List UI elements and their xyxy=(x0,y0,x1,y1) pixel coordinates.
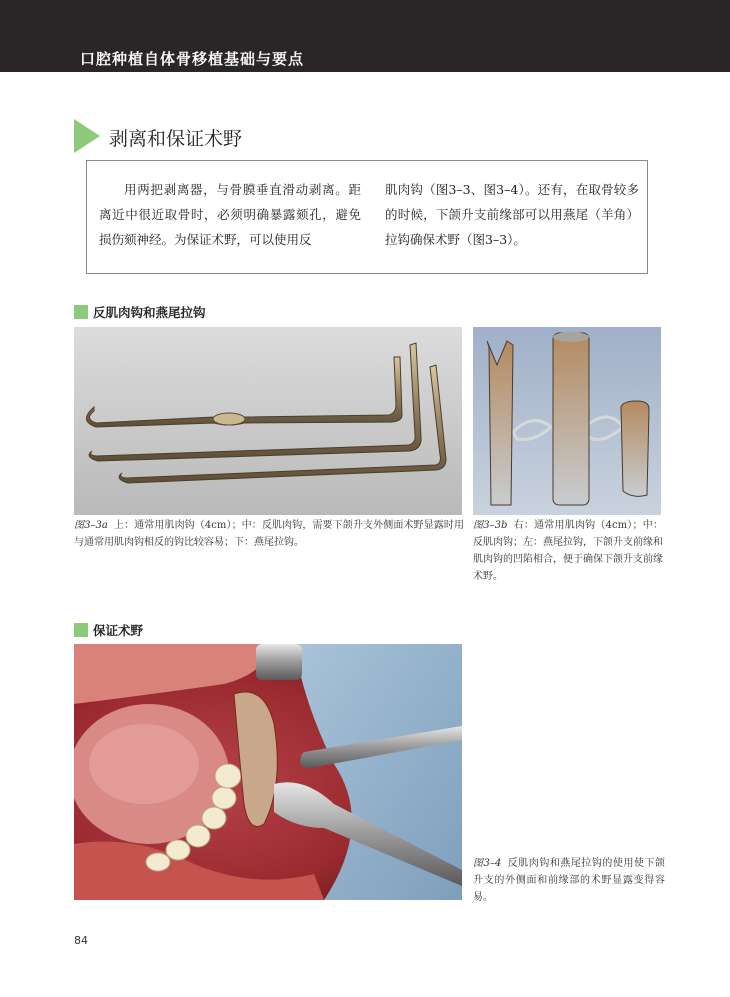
figure-label: 图3–3b xyxy=(473,520,508,531)
caption-fig4 xyxy=(473,855,665,906)
caption-text: 上：通常用肌肉钩（4cm）；中：反肌肉钩，需要下颌升支外侧面术野显露时用与通常用肌肉钩相反的钩比较容易；下：燕尾拉钩。 xyxy=(74,520,464,548)
caption-fig3b xyxy=(473,517,663,585)
caption-text: 右：通常用肌肉钩（4cm）；中：反肌肉钩；左：燕尾拉钩，下颌升支前缘和肌肉钩的凹陷相合，便于确保下颌升支前缘术野。 xyxy=(473,520,663,582)
body-text-box xyxy=(86,160,648,274)
book-title: 口腔种植自体骨移植基础与要点 xyxy=(80,50,305,68)
figure-label: 图3–4 xyxy=(473,858,502,869)
header-bar xyxy=(0,0,730,72)
caption-text: 反肌肉钩和燕尾拉钩的使用使下颌升支的外侧面和前缘部的术野显露变得容易。 xyxy=(473,858,665,903)
body-text-right: 肌肉钩（图3–3、图3–4）。还有，在取骨较多的时候，下颌升支前缘部可以用燕尾（羊角）拉钩确保术野（图3–3）。 xyxy=(385,182,639,247)
figure-label: 图3–3a xyxy=(74,520,108,531)
photo-retractors-front xyxy=(473,327,661,515)
subsection-heading-retractors xyxy=(74,304,206,320)
section-title: 剥离和保证术野 xyxy=(109,128,243,150)
green-square-icon xyxy=(74,305,88,319)
subsection-title: 反肌肉钩和燕尾拉钩 xyxy=(93,305,206,320)
green-square-icon xyxy=(74,623,88,637)
caption-fig3a xyxy=(74,517,464,551)
subsection-title: 保证术野 xyxy=(93,623,144,638)
photo-surgical-field xyxy=(74,644,462,900)
photo-retractors-side xyxy=(74,327,462,515)
section-arrow-icon xyxy=(74,119,100,153)
page-number: 84 xyxy=(74,934,88,947)
body-text-left: 用两把剥离器，与骨膜垂直滑动剥离。距离近中很近取骨时，必须明确暴露颏孔，避免损伤颏神经。为保证术野，可以使用反 xyxy=(99,182,361,247)
subsection-heading-field xyxy=(74,622,143,638)
